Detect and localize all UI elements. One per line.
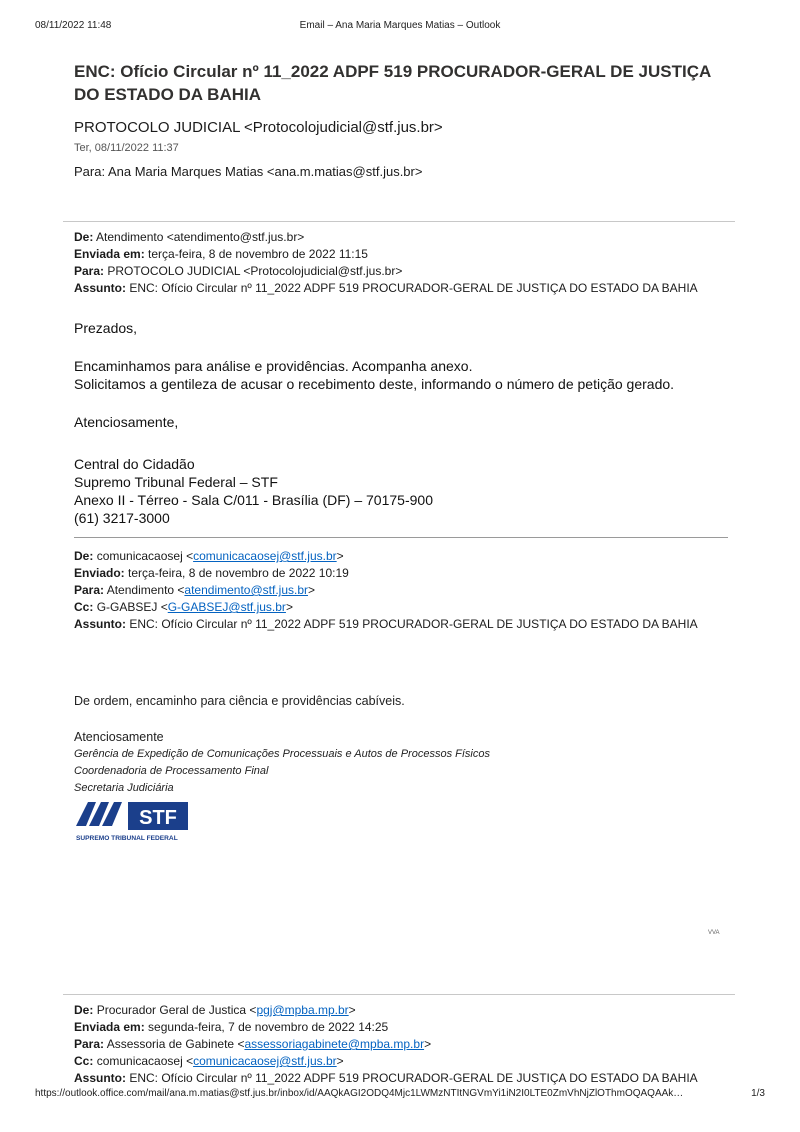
forward2-subject: ENC: Ofício Circular nº 11_2022 ADPF 519 PROCURADOR-GERAL DE JUSTIÇA DO ESTADO DA BAHIA xyxy=(129,617,698,631)
page-number: 1/3 xyxy=(751,1088,765,1099)
forward1-to: PROTOCOLO JUDICIAL <Protocolojudicial@stf.jus.br> xyxy=(107,264,403,278)
email-sender: PROTOCOLO JUDICIAL <Protocolojudicial@stf.jus.br> xyxy=(74,119,443,136)
forward1-sent: terça-feira, 8 de novembro de 2022 11:15 xyxy=(148,247,368,261)
email-recipients: Para: Ana Maria Marques Matias <ana.m.matias@stf.jus.br> xyxy=(74,164,423,179)
forward-header-1: De: Atendimento <atendimento@stf.jus.br> Enviada em: terça-feira, 8 de novembro de 2022 11:15 Para: PROTOCOLO JUDICIAL <Protocolojudicial@stf.jus.br> Assunto: ENC: Ofício Circular nº 11_2022 ADPF 519 PROCURADOR-GERAL DE JUSTIÇA DO ESTADO DA BAHIA xyxy=(74,230,698,295)
forward3-subject: ENC: Ofício Circular nº 11_2022 ADPF 519 PROCURADOR-GERAL DE JUSTIÇA DO ESTADO DA BAHIA xyxy=(129,1071,698,1085)
forward1-from: Atendimento <atendimento@stf.jus.br> xyxy=(96,230,305,244)
print-url: https://outlook.office.com/mail/ana.m.matias@stf.jus.br/inbox/id/AAQkAGI2ODQ4Mjc1LWMzNTItNGVmYi1iN2I0LTE0ZmVhNjZlOThmOQAQAAk… xyxy=(35,1088,684,1099)
stf-logo-caption: SUPREMO TRIBUNAL FEDERAL xyxy=(76,835,178,842)
forward1-signature: Central do Cidadão Supremo Tribunal Federal – STF Anexo II - Térreo - Sala C/011 - Brasília (DF) – 70175-900 (61) 3217-3000 xyxy=(74,456,433,526)
forward2-from-email[interactable]: comunicacaosej@stf.jus.br xyxy=(193,549,337,563)
forward2-to-email[interactable]: atendimento@stf.jus.br xyxy=(184,583,308,597)
print-datetime: 08/11/2022 11:48 xyxy=(35,20,112,31)
divider xyxy=(63,994,735,995)
forward3-from-email[interactable]: pgj@mpba.mp.br xyxy=(256,1003,349,1017)
stf-logo-text: STF xyxy=(139,807,177,829)
forward1-body: Encaminhamos para análise e providências. Acompanha anexo. Solicitamos a gentileza de acusar o recebimento deste, informando o número de petição gerado. xyxy=(74,358,675,392)
email-subject: ENC: Ofício Circular nº 11_2022 ADPF 519 PROCURADOR-GERAL DE JUSTIÇA DO ESTADO DA BAHIA xyxy=(74,62,711,104)
stf-logo xyxy=(76,800,191,844)
forward3-to-email[interactable]: assessoriagabinete@mpba.mp.br xyxy=(244,1037,425,1051)
divider xyxy=(63,221,735,222)
forward-header-2: De: comunicacaosej <comunicacaosej@stf.jus.br> Enviado: terça-feira, 8 de novembro de 2022 10:19 Para: Atendimento <atendimento@stf.jus.br> Cc: G-GABSEJ <G-GABSEJ@stf.jus.br> Assunto: ENC: Ofício Circular nº 11_2022 ADPF 519 PROCURADOR-GERAL DE JUSTIÇA DO ESTADO DA BAHIA xyxy=(74,549,698,631)
forward2-cc-email[interactable]: G-GABSEJ@stf.jus.br xyxy=(167,600,286,614)
forward1-subject: ENC: Ofício Circular nº 11_2022 ADPF 519 PROCURADOR-GERAL DE JUSTIÇA DO ESTADO DA BAHIA xyxy=(129,281,698,295)
forward3-sent: segunda-feira, 7 de novembro de 2022 14:25 xyxy=(148,1020,389,1034)
forward-header-3: De: Procurador Geral de Justica <pgj@mpba.mp.br> Enviada em: segunda-feira, 7 de novembro de 2022 14:25 Para: Assessoria de Gabinete <assessoriagabinete@mpba.mp.br> Cc: comunicacaosej <comunicacaosej@stf.jus.br> Assunto: ENC: Ofício Circular nº 11_2022 ADPF 519 PROCURADOR-GERAL DE JUSTIÇA DO ESTADO DA BAHIA xyxy=(74,1003,698,1085)
forward2-sent: terça-feira, 8 de novembro de 2022 10:19 xyxy=(128,566,349,580)
document-mark: VVA xyxy=(708,930,720,936)
forward2-signature: Gerência de Expedição de Comunicações Processuais e Autos de Processos Físicos Coordenadoria de Processamento Final Secretaria Judiciária xyxy=(74,748,490,794)
forward1-closing: Atenciosamente, xyxy=(74,414,179,430)
print-title: Email – Ana Maria Marques Matias – Outlook xyxy=(299,20,501,31)
forward2-body: De ordem, encaminho para ciência e providências cabíveis. xyxy=(74,694,405,708)
forward3-cc-email[interactable]: comunicacaosej@stf.jus.br xyxy=(193,1054,337,1068)
divider xyxy=(74,537,728,538)
email-date: Ter, 08/11/2022 11:37 xyxy=(74,142,179,154)
forward1-greeting: Prezados, xyxy=(74,320,138,336)
forward2-closing: Atenciosamente xyxy=(74,730,164,744)
